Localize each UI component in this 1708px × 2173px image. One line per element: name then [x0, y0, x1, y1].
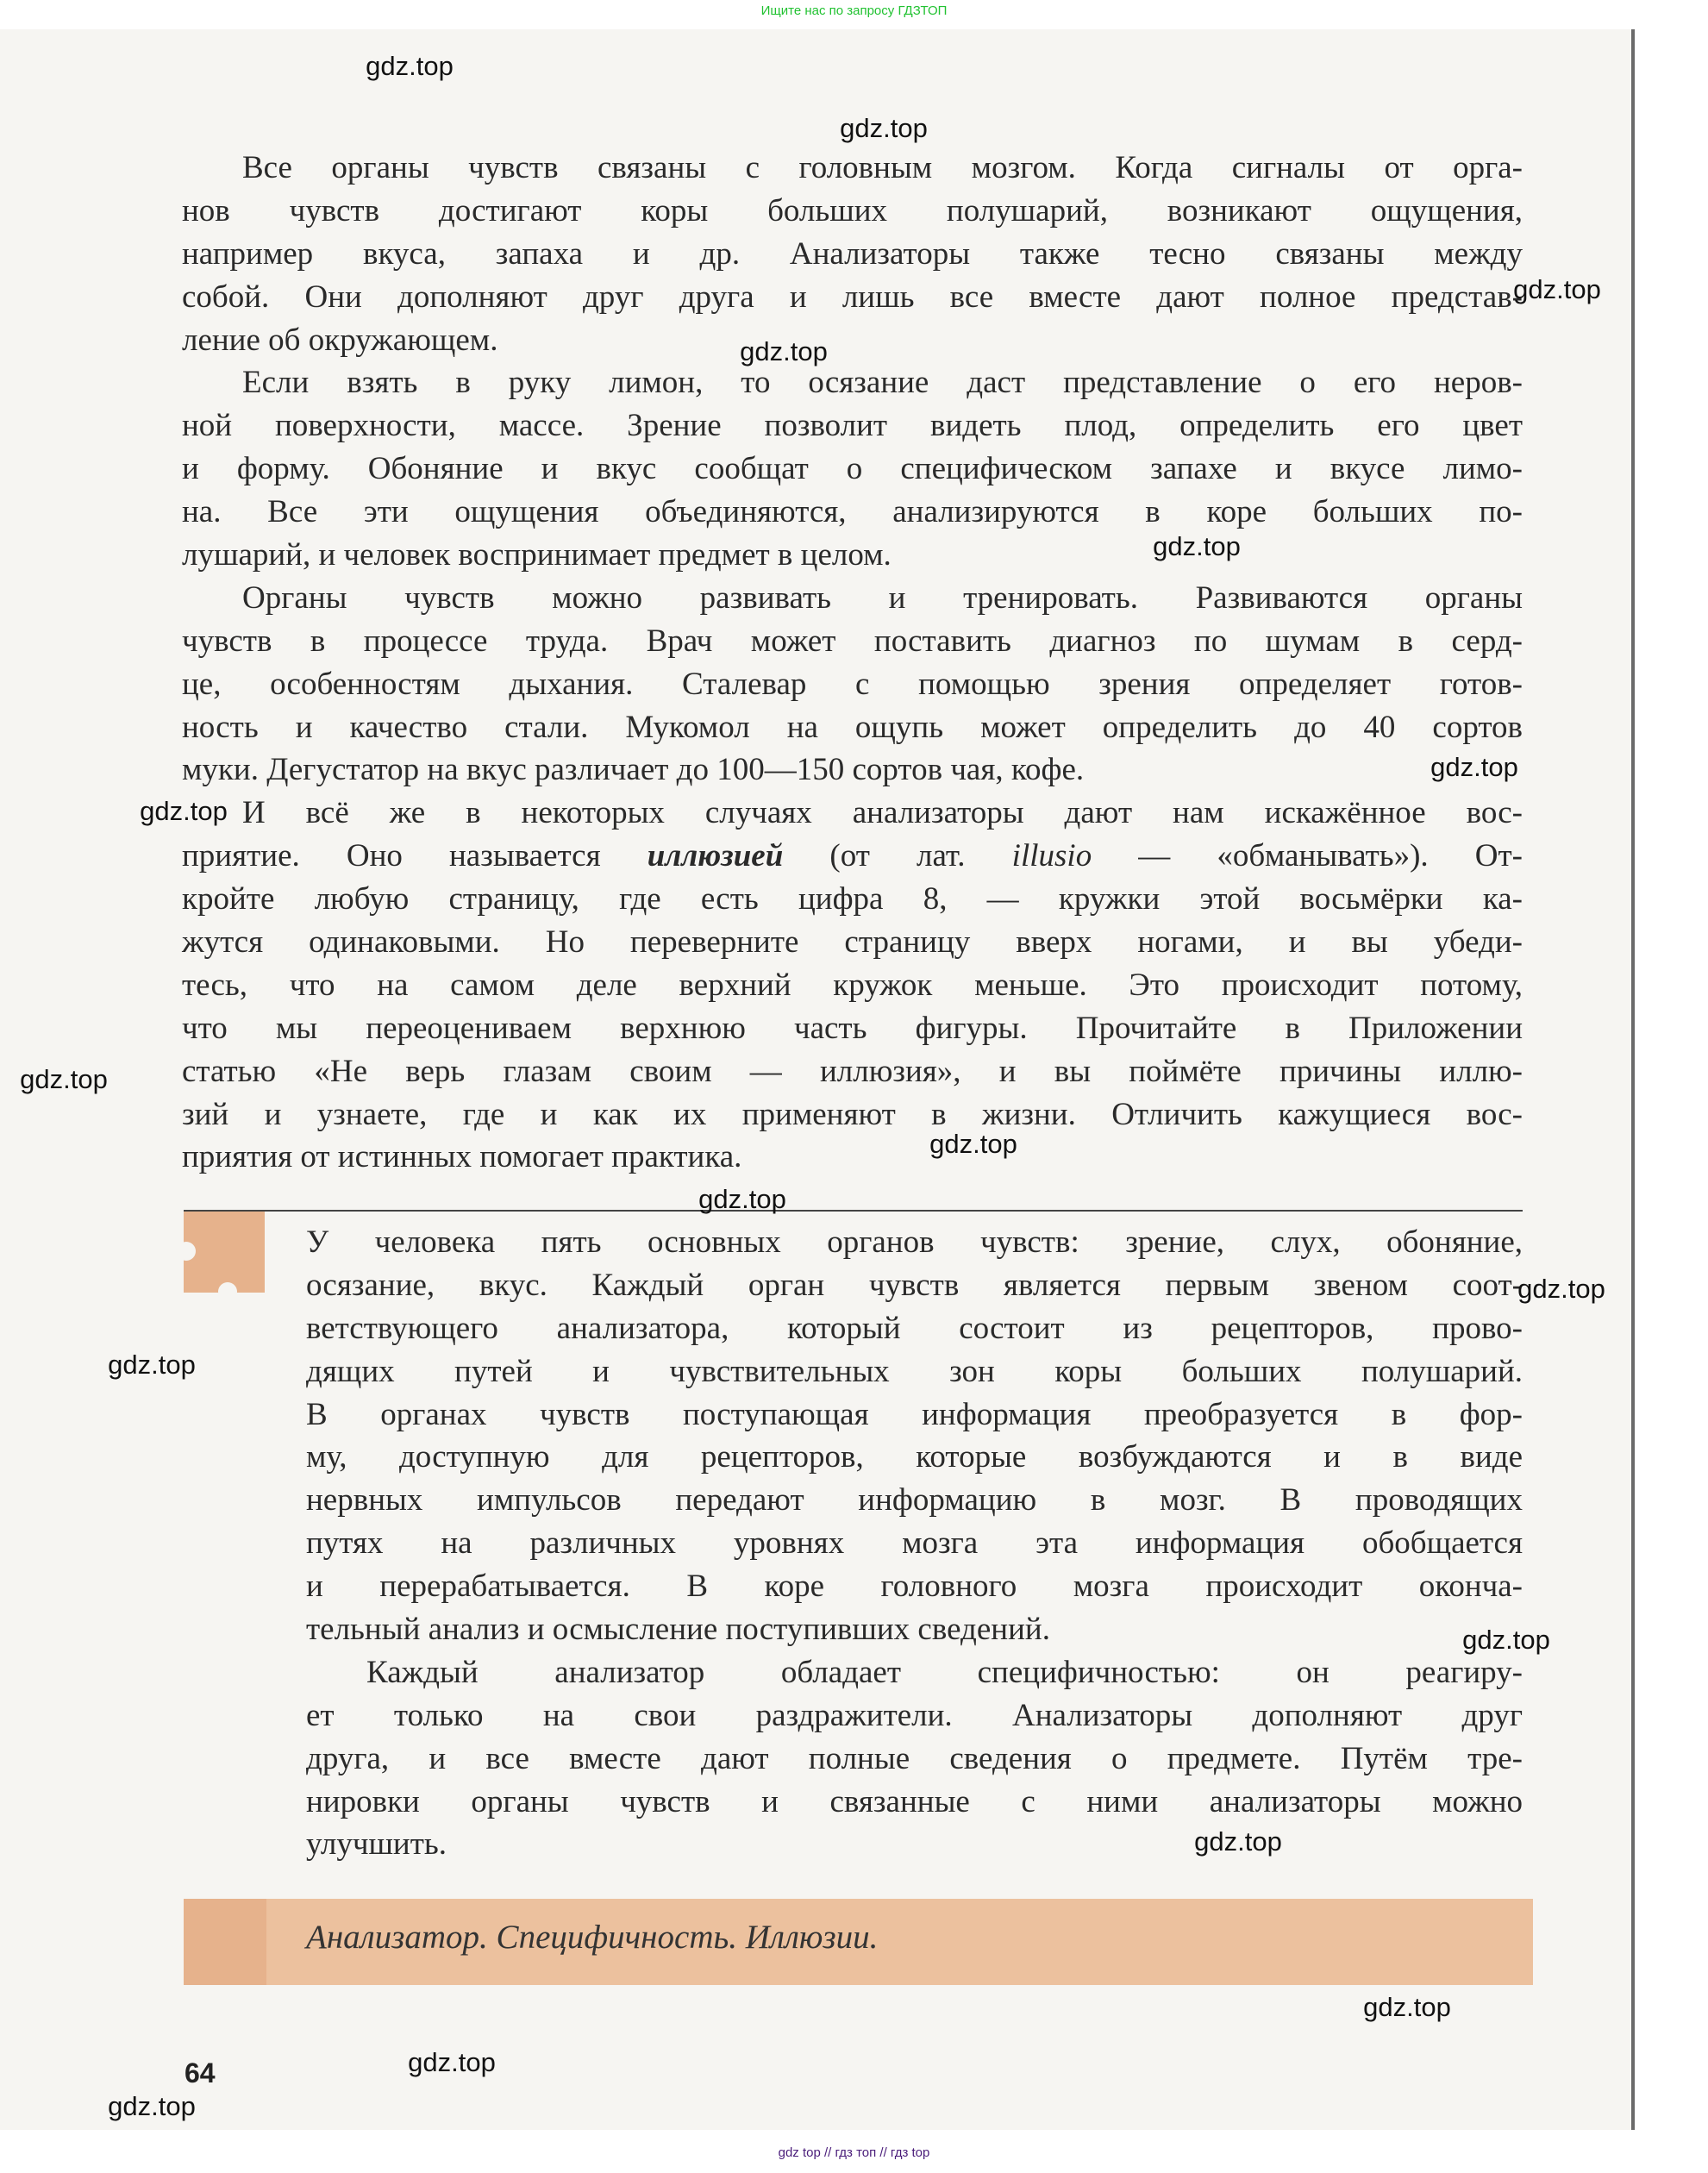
text-line: ной поверхности, массе. Зрение позволит видеть плод, определить его цвет [182, 408, 1523, 444]
text-line: ет только на свои раздражители. Анализаторы дополняют друг [306, 1697, 1523, 1733]
watermark: gdz.top [1153, 531, 1241, 561]
watermark: gdz.top [20, 1064, 108, 1094]
watermark: gdz.top [1194, 1826, 1282, 1857]
text-line: муки. Дегустатор на вкус различает до 100—150 сортов чая, кофе. [182, 752, 1085, 788]
section-divider [184, 1210, 1523, 1212]
text-line [182, 835, 1523, 878]
text-line: и перерабатывается. В коре головного мозга происходит оконча- [306, 1569, 1523, 1605]
header-banner[interactable]: Ищите нас по запросу ГДЗТОП [760, 3, 948, 18]
watermark: gdz.top [1462, 1625, 1550, 1655]
text-line: нервных импульсов передают информацию в мозг. В проводящих [306, 1482, 1523, 1519]
text-line: кройте любую страницу, где есть цифра 8, — кружки этой восьмёрки ка- [182, 881, 1523, 917]
text-line: что мы переоцениваем верхнюю часть фигуры. Прочитайте в Приложении [182, 1010, 1523, 1046]
watermark: gdz.top [840, 113, 928, 143]
watermark: gdz.top [408, 2047, 496, 2077]
text-line: В органах чувств поступающая информация преобразуется в фор- [306, 1396, 1523, 1432]
text-segment: — «обманывать»). От- [1092, 838, 1523, 874]
text-line: нировки органы чувств и связанные с ними анализаторы можно [306, 1783, 1523, 1819]
text-line: улучшить. [306, 1826, 447, 1863]
text-line: ность и качество стали. Мукомол на ощупь может определить до 40 сортов [182, 709, 1523, 745]
puzzle-piece-icon [184, 1899, 266, 1985]
footer-banner[interactable]: gdz top // гдз топ // гдз top [778, 2145, 930, 2160]
text-line: зий и узнаете, где и как их применяют в жизни. Отличить кажущиеся вос- [182, 1096, 1523, 1132]
text-line: собой. Они дополняют друг друга и лишь все вместе дают полное представ- [182, 279, 1523, 315]
summary-text [306, 1221, 1523, 1866]
text-line: Каждый анализатор обладает специфичностью: он реагиру- [366, 1654, 1523, 1690]
text-line: например вкуса, запаха и др. Анализаторы также тесно связаны между [182, 235, 1523, 272]
text-line: Все органы чувств связаны с головным мозгом. Когда сигналы от орга- [242, 150, 1523, 185]
watermark: gdz.top [108, 2091, 196, 2121]
key-terms-bar [184, 1899, 1533, 1985]
text-line: це, особенностям дыхания. Сталевар с помощью зрения определяет готов- [182, 666, 1523, 702]
text-line: дящих путей и чувствительных зон коры больших полушарий. [306, 1353, 1523, 1389]
text-line: ление об окружающем. [182, 322, 498, 358]
text-line: ветствующего анализатора, который состоит из рецепторов, прово- [306, 1310, 1523, 1346]
text-line: нов чувств достигают коры больших полушарий, возникают ощущения, [182, 192, 1523, 229]
key-terms: Анализатор. Специфичность. Иллюзии. [306, 1919, 879, 1956]
text-line: му, доступную для рецепторов, которые возбуждаются и в виде [306, 1439, 1523, 1475]
watermark: gdz.top [1363, 1992, 1451, 2022]
text-line: приятия от истинных помогает практика. [182, 1139, 742, 1175]
text-line: осязание, вкус. Каждый орган чувств является первым звеном соот- [306, 1267, 1523, 1303]
watermark: gdz.top [929, 1129, 1017, 1159]
text-line: У человека пять основных органов чувств: зрение, слух, обоняние, [306, 1224, 1523, 1260]
text-segment: приятие. Оно называется [182, 838, 648, 874]
watermark: gdz.top [1513, 274, 1601, 304]
puzzle-piece-icon [184, 1212, 265, 1293]
watermark: gdz.top [1517, 1274, 1605, 1304]
text-line: на. Все эти ощущения объединяются, анализируются в коре больших по- [182, 494, 1523, 530]
text-line: лушарий, и человек воспринимает предмет в целом. [182, 537, 892, 573]
text-line: тесь, что на самом деле верхний кружок меньше. Это происходит потому, [182, 967, 1523, 1003]
main-text [182, 147, 1523, 1179]
watermark: gdz.top [140, 796, 228, 826]
watermark: gdz.top [366, 51, 454, 81]
watermark: gdz.top [1430, 752, 1518, 782]
text-line: Органы чувств можно развивать и тренировать. Развиваются органы [242, 579, 1523, 616]
text-line: жутся одинаковыми. Но переверните страницу вверх ногами, и вы убеди- [182, 924, 1523, 961]
watermark: gdz.top [108, 1350, 196, 1380]
text-line: статью «Не верь глазам своим — иллюзия», и вы поймёте причины иллю- [182, 1053, 1523, 1089]
watermark: gdz.top [698, 1184, 786, 1214]
text-line: И всё же в некоторых случаях анализаторы дают нам искажённое вос- [242, 795, 1523, 831]
text-segment: illusio [1011, 838, 1092, 874]
page-number: 64 [185, 2057, 216, 2088]
text-line: и форму. Обоняние и вкус сообщат о специфическом запахе и вкусе лимо- [182, 451, 1523, 487]
text-line: друга, и все вместе дают полные сведения о предмете. Путём тре- [306, 1740, 1523, 1776]
text-segment: (от лат. [783, 838, 1012, 874]
watermark: gdz.top [740, 336, 828, 366]
text-line: Если взять в руку лимон, то осязание даст представление о его неров- [242, 365, 1523, 401]
term-highlight: иллюзией [647, 838, 784, 874]
text-line: тельный анализ и осмысление поступивших сведений. [306, 1612, 1050, 1648]
text-line: чувств в процессе труда. Врач может поставить диагноз по шумам в серд- [182, 623, 1523, 659]
text-line: путях на различных уровнях мозга эта информация обобщается [306, 1525, 1523, 1562]
